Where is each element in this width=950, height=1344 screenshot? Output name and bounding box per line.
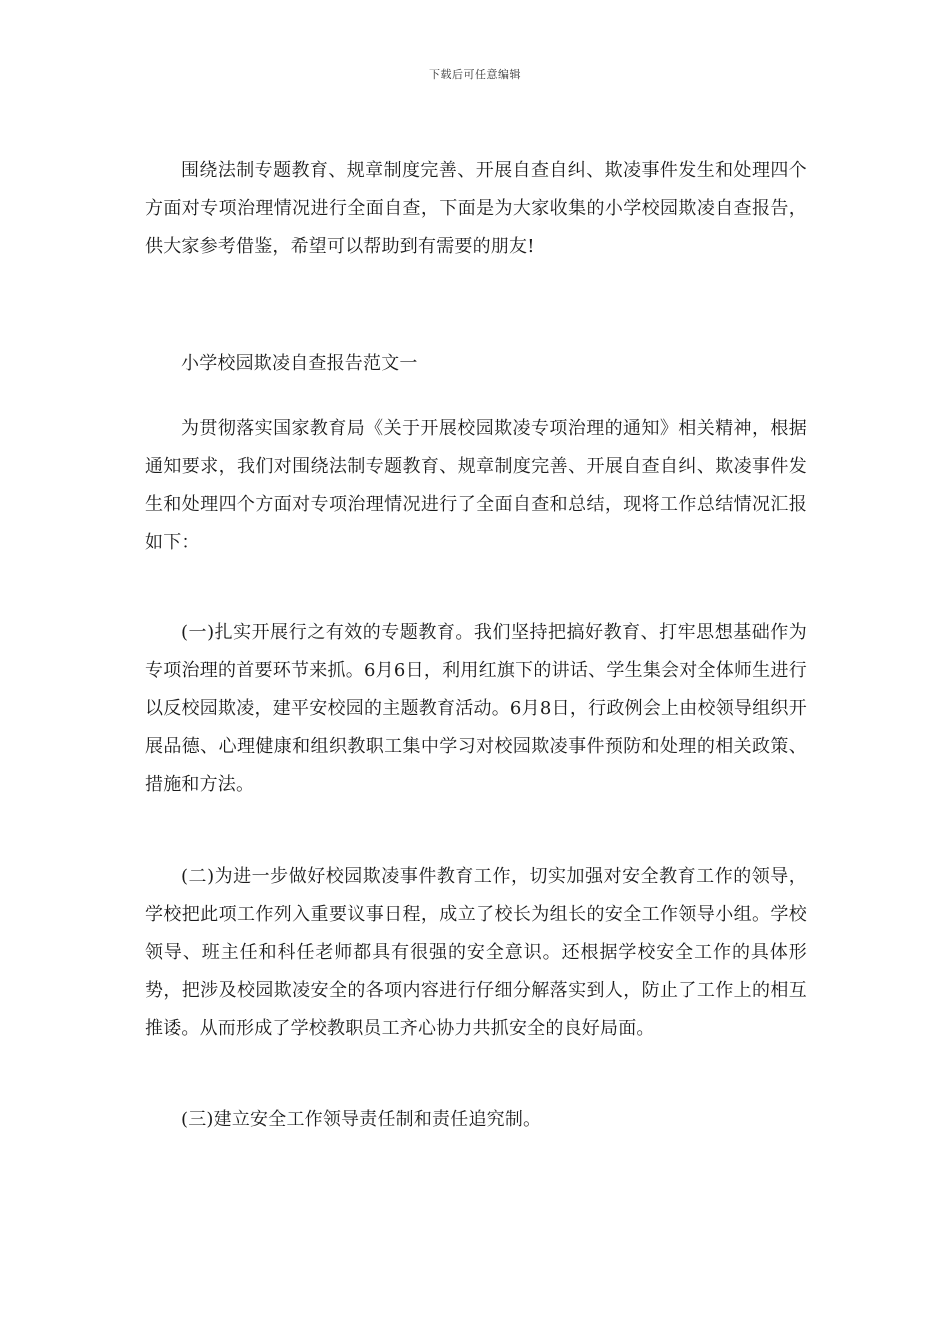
section-title: 小学校园欺凌自查报告范文一 — [181, 353, 418, 374]
item-1-paragraph: (一)扎实开展行之有效的专题教育。我们坚持把搞好教育、打牢思想基础作为专项治理的首要环节来抓。6月6日，利用红旗下的讲话、学生集会对全体师生进行以反校园欺凌，建平安校园的主题教育活动。6月8日，行政例会上由校领导组织开展品德、心理健康和组织教职工集中学习对校园欺凌事件预防和处理的相关政策、措施和方法。 — [145, 622, 807, 795]
header-note: 下载后可任意编辑 — [429, 68, 521, 81]
item-3-paragraph: (三)建立安全工作领导责任制和责任追究制。 — [181, 1109, 542, 1130]
intro-paragraph: 围绕法制专题教育、规章制度完善、开展自查自纠、欺凌事件发生和处理四个方面对专项治理情况进行全面自查，下面是为大家收集的小学校园欺凌自查报告，供大家参考借鉴，希望可以帮助到有需要的朋友! — [145, 160, 807, 257]
paragraph-1: 为贯彻落实国家教育局《关于开展校园欺凌专项治理的通知》相关精神，根据通知要求，我们对围绕法制专题教育、规章制度完善、开展自查自纠、欺凌事件发生和处理四个方面对专项治理情况进行了全面自查和总结，现将工作总结情况汇报如下： — [145, 418, 807, 553]
document-body — [145, 152, 807, 1139]
item-2-paragraph: (二)为进一步做好校园欺凌事件教育工作，切实加强对安全教育工作的领导，学校把此项工作列入重要议事日程，成立了校长为组长的安全工作领导小组。学校领导、班主任和科任老师都具有很强的安全意识。还根据学校安全工作的具体形势，把涉及校园欺凌安全的各项内容进行仔细分解落实到人，防止了工作上的相互推诿。从而形成了学校教职员工齐心协力共抓安全的良好局面。 — [145, 866, 807, 1039]
